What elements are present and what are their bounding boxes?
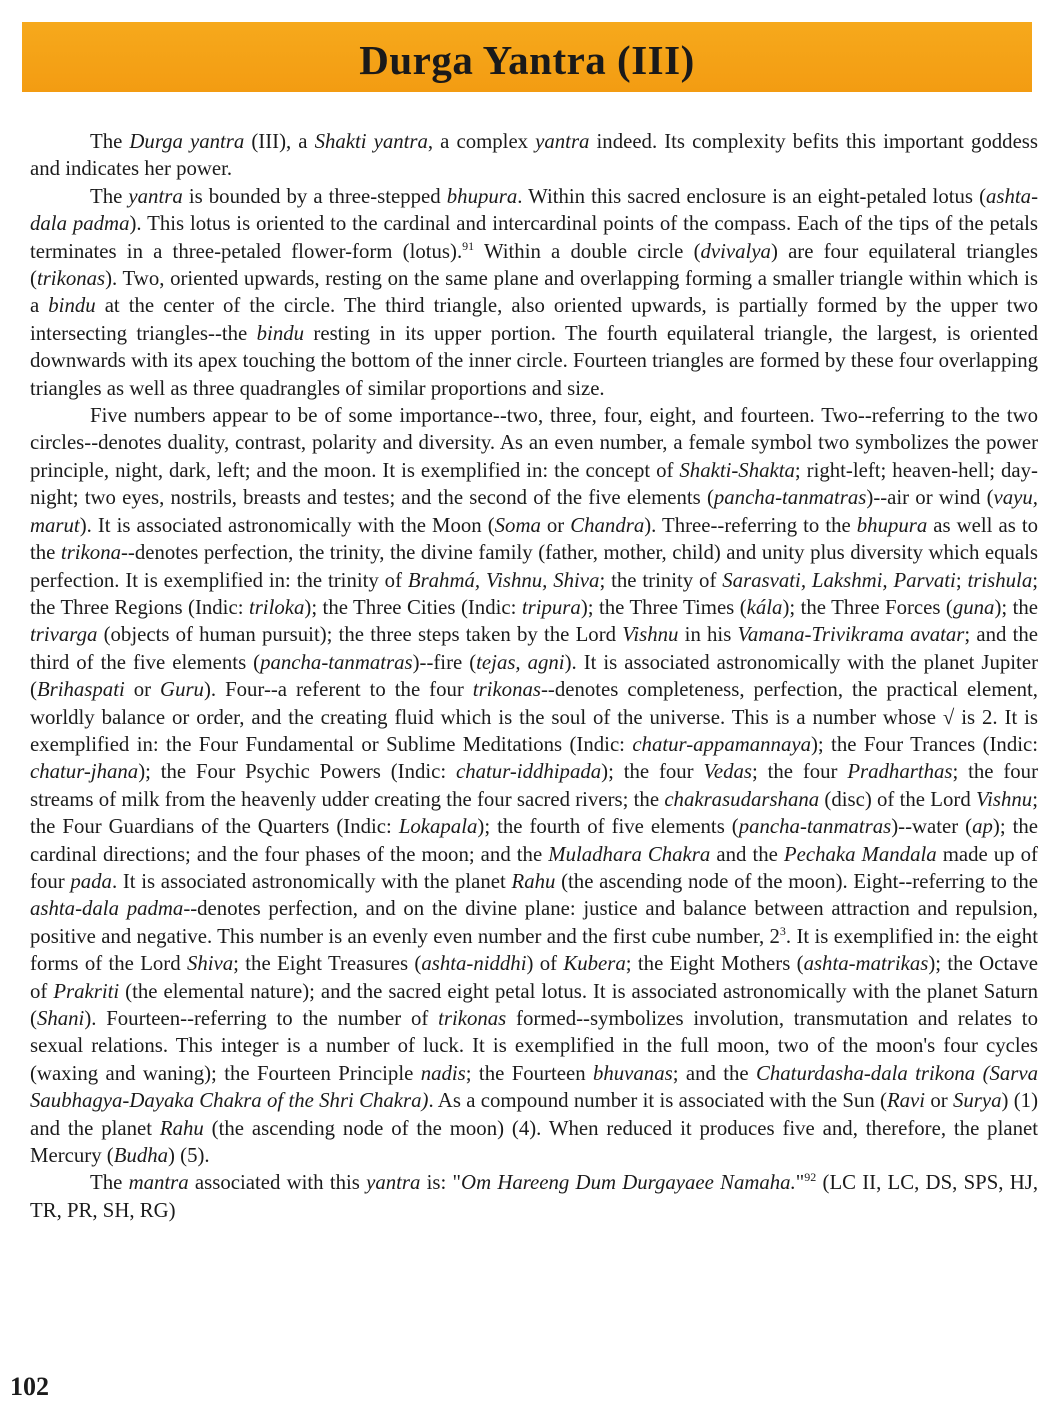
- text-run: ; the Four Guardians of the Quarters (Indic:: [30, 787, 1038, 839]
- italic-term: Budha: [113, 1144, 169, 1168]
- italic-term: yantra: [366, 1171, 421, 1195]
- italic-term: pancha-tanmatras: [713, 486, 867, 510]
- text-run: ). It is associated astronomically with the Moon (: [79, 513, 495, 537]
- text-run: is: ": [420, 1171, 462, 1195]
- italic-term: Shakti-Shakta: [679, 458, 795, 482]
- text-run: ) (5).: [168, 1144, 210, 1168]
- text-run: or: [124, 678, 161, 702]
- text-run: (III), a: [244, 130, 315, 153]
- text-run: ); the four: [601, 760, 704, 784]
- footnote-ref: 3: [779, 923, 786, 938]
- italic-term: Chandra: [570, 513, 645, 537]
- text-run: --denotes perfection, and on the divine plane: justice and balance between attraction and repulsion, positive and negative. This number is an evenly even number and the first cube number, 2: [30, 897, 1038, 948]
- text-run: formed--symbolizes involution, transmutation and relates to sexual relations. This integer is a number of luck. It is exemplified in the full moon, two of the moon's four cycles (waxing and waning); the Fourteen Principle: [30, 1007, 1038, 1085]
- text-run: resting in its upper portion. The fourth equilateral triangle, the largest, is oriented downwards with its apex touching the bottom of the inner circle. Fourteen triangles are formed by these four overlapping triangles as well as three quadrangles of similar proportions and size.: [30, 321, 1038, 400]
- text-run: is bounded by a three-stepped: [182, 184, 447, 208]
- text-run: (the elemental nature); and the sacred eight petal lotus. It is associated astronomically with the planet Saturn (: [30, 979, 1038, 1030]
- page-title: Durga Yantra (III): [359, 37, 695, 83]
- text-run: ; the four streams of milk from the heavenly udder creating the four sacred rivers; the: [30, 760, 1038, 811]
- text-run: Five numbers appear to be of some importance--two, three, four, eight, and fourteen. Two--referring to the two circles--denotes duality, contrast, polarity and diversity. As an even number, a female symbol two symbolizes the power principle, night, dark, left; and the moon. It is exemplified in: the concept of: [30, 404, 1038, 482]
- italic-term: bindu: [256, 321, 305, 345]
- italic-term: bindu: [48, 294, 96, 318]
- italic-term: mantra: [128, 1171, 189, 1195]
- italic-term: guna: [952, 595, 995, 619]
- italic-term: chatur-appamannaya: [632, 732, 811, 756]
- italic-term: ashta-dala padma: [30, 897, 184, 921]
- italic-term: Pechaka Mandala: [783, 842, 937, 866]
- title-banner: [22, 22, 1032, 92]
- text-run: ": [795, 1171, 805, 1195]
- italic-term: Pradharthas: [847, 760, 953, 784]
- text-run: ; the Eight Mothers (: [625, 952, 804, 976]
- text-run: ;: [955, 568, 968, 592]
- text-run: --denotes completeness, perfection, the practical element, worldly balance or order, and the creating fluid which is the soul of the universe. This is a number whose √ is 2. It is exemplified in: the Four Fundamental or Sublime Meditations (Indic:: [30, 678, 1038, 756]
- text-run: . As a compound number it is associated with the Sun (: [428, 1089, 887, 1113]
- paragraph: [30, 402, 1038, 1169]
- text-run: ). Two, oriented upwards, resting on the same plane and overlapping forming a smaller triangle within which is a: [30, 267, 1038, 318]
- text-run: in his: [678, 623, 738, 647]
- italic-term: nadis: [420, 1061, 466, 1085]
- text-run: ) of: [526, 952, 564, 976]
- italic-term: trishula: [967, 568, 1033, 592]
- italic-term: Rahu: [511, 869, 556, 893]
- italic-term: trikona: [60, 541, 121, 565]
- italic-term: Ravi: [886, 1089, 926, 1113]
- text-run: ). Four--a referent to the four: [203, 678, 473, 702]
- body-text: [30, 128, 1038, 1224]
- italic-term: Surya: [953, 1089, 1002, 1113]
- italic-term: pancha-tanmatras: [260, 650, 413, 674]
- text-run: ). Fourteen--referring to the number of: [84, 1007, 439, 1030]
- italic-term: tripura: [521, 595, 581, 619]
- footnote-ref: 92: [804, 1170, 817, 1185]
- italic-term: trikonas: [438, 1007, 507, 1030]
- italic-term: Chaturdasha-dala trikona (Sarva Saubhagya-Dayaka Chakra of the Shri Chakra): [30, 1061, 1039, 1113]
- italic-term: dvivalya: [700, 239, 771, 263]
- text-run: ); the Three Forces (: [782, 595, 953, 619]
- italic-term: Lokapala: [398, 815, 478, 839]
- italic-term: pancha-tanmatras: [738, 815, 892, 839]
- text-run: . It is associated astronomically with the planet: [111, 869, 512, 893]
- italic-term: Guru: [160, 678, 204, 702]
- text-run: ; the Fourteen: [465, 1061, 593, 1085]
- italic-term: Brahmá, Vishnu, Shiva: [407, 568, 600, 592]
- italic-term: chatur-jhana: [30, 760, 139, 784]
- text-run: as well as to the: [30, 513, 1038, 565]
- italic-term: pada: [70, 869, 112, 893]
- italic-term: vayu, marut: [30, 486, 1038, 537]
- paragraph: [30, 183, 1038, 402]
- text-run: made up of four: [30, 842, 1038, 893]
- italic-term: Shakti yantra: [314, 130, 428, 153]
- text-run: ); the cardinal directions; and the four phases of the moon; and the: [30, 815, 1038, 866]
- italic-term: Shani: [36, 1007, 85, 1030]
- text-run: ; the trinity of: [599, 568, 723, 592]
- italic-term: yantra: [128, 184, 183, 208]
- italic-term: Vedas: [703, 760, 752, 784]
- page-number: 102: [10, 1372, 49, 1401]
- italic-term: yantra: [535, 130, 590, 153]
- text-run: ); the Three Times (: [580, 595, 747, 619]
- text-run: )--air or wind (: [866, 486, 994, 510]
- text-run: ; and the: [672, 1061, 757, 1085]
- italic-term: Rahu: [159, 1116, 204, 1140]
- paragraph: [30, 1169, 1038, 1224]
- italic-term: chatur-iddhipada: [456, 760, 602, 784]
- text-run: , a complex: [427, 130, 536, 153]
- text-run: at the center of the circle. The third triangle, also oriented upwards, is partially formed by the upper two intersecting triangles--the: [30, 294, 1038, 345]
- text-run: associated with this: [188, 1171, 367, 1195]
- text-run: )--fire (: [412, 650, 477, 674]
- text-run: or: [540, 513, 571, 537]
- italic-term: Shiva: [186, 952, 234, 976]
- text-run: ). Three--referring to the: [644, 513, 857, 537]
- text-run: indeed. Its complexity befits this important goddess and indicates her power.: [30, 130, 1038, 181]
- italic-term: ashta-matrikas: [803, 952, 929, 976]
- text-run: ); the Three Cities (Indic:: [304, 595, 522, 619]
- text-run: ). It is associated astronomically with the planet Jupiter (: [30, 650, 1038, 702]
- italic-term: ashta-dala padma: [30, 184, 1038, 236]
- italic-term: Muladhara Chakra: [548, 842, 711, 866]
- text-run: The: [90, 184, 129, 208]
- text-run: )--water (: [891, 815, 973, 839]
- text-run: ; the Three Regions (Indic:: [30, 568, 1038, 619]
- text-run: ); the Four Psychic Powers (Indic:: [138, 760, 456, 784]
- text-run: ); the Octave of: [30, 952, 1038, 1003]
- text-run: and the: [710, 842, 784, 866]
- text-run: (LC II, LC, DS, SPS, HJ, TR, PR, SH, RG): [30, 1171, 1039, 1222]
- italic-term: Kubera: [563, 952, 626, 976]
- italic-term: Sarasvati, Lakshmi, Parvati: [722, 568, 956, 592]
- italic-term: Durga yantra: [129, 130, 245, 153]
- text-run: (the ascending node of the moon) (4). When reduced it produces five and, therefore, the planet Mercury (: [30, 1116, 1038, 1168]
- text-run: ; right-left; heaven-hell; day-night; two eyes, nostrils, breasts and testes; and the second of the five elements (: [30, 458, 1038, 510]
- text-run: The: [90, 1171, 129, 1195]
- text-run: --denotes perfection, the trinity, the divine family (father, mother, child) and unity plus diversity which equals perfection. It is exemplified in: the trinity of: [30, 541, 1039, 592]
- text-run: ; the four: [751, 760, 848, 784]
- text-run: ) (1) and the planet: [30, 1089, 1038, 1140]
- italic-term: ashta-niddhi: [421, 952, 527, 976]
- italic-term: trivarga: [30, 623, 98, 647]
- paragraph: [30, 128, 1038, 183]
- italic-term: Vishnu: [975, 787, 1033, 811]
- italic-term: Vamana-Trivikrama avatar: [737, 623, 965, 647]
- italic-term: trikonas: [472, 678, 541, 702]
- italic-term: trikonas: [36, 267, 106, 291]
- italic-term: Prakriti: [53, 979, 120, 1003]
- footnote-ref: 91: [462, 238, 475, 253]
- italic-term: bhupura: [856, 513, 928, 537]
- text-run: ; and the third of the five elements (: [30, 623, 1038, 674]
- text-run: (objects of human pursuit); the three steps taken by the Lord: [97, 623, 623, 647]
- italic-term: triloka: [248, 595, 305, 619]
- text-run: ; the Eight Treasures (: [233, 952, 422, 976]
- italic-term: kála: [746, 595, 783, 619]
- text-run: ); the Four Trances (Indic:: [810, 732, 1038, 756]
- text-run: ); the fourth of five elements (: [477, 815, 739, 839]
- italic-term: tejas, agni: [476, 650, 565, 674]
- italic-term: Om Hareeng Dum Durgayaee Namaha.: [461, 1171, 796, 1195]
- text-run: Within a double circle (: [474, 239, 701, 263]
- text-run: or: [925, 1089, 953, 1113]
- text-run: . It is exemplified in: the eight forms of the Lord: [30, 924, 1038, 976]
- text-run: (the ascending node of the moon). Eight--referring to the: [555, 869, 1038, 893]
- italic-term: bhupura: [446, 184, 518, 208]
- text-run: . Within this sacred enclosure is an eight-petaled lotus (: [517, 184, 986, 208]
- text-run: (disc) of the Lord: [819, 787, 976, 811]
- text-run: The: [90, 130, 130, 153]
- text-run: ) are four equilateral triangles (: [30, 239, 1038, 291]
- italic-term: ap: [972, 815, 993, 839]
- italic-term: Brihaspati: [36, 678, 125, 702]
- text-run: ). This lotus is oriented to the cardinal and intercardinal points of the compass. Each of the tips of the petals terminates in a three-petaled flower-form (lotus).: [30, 212, 1038, 263]
- italic-term: Vishnu: [622, 623, 679, 647]
- italic-term: bhuvanas: [592, 1061, 673, 1085]
- text-run: ); the: [994, 595, 1039, 619]
- italic-term: chakrasudarshana: [664, 787, 820, 811]
- italic-term: Soma: [494, 513, 541, 537]
